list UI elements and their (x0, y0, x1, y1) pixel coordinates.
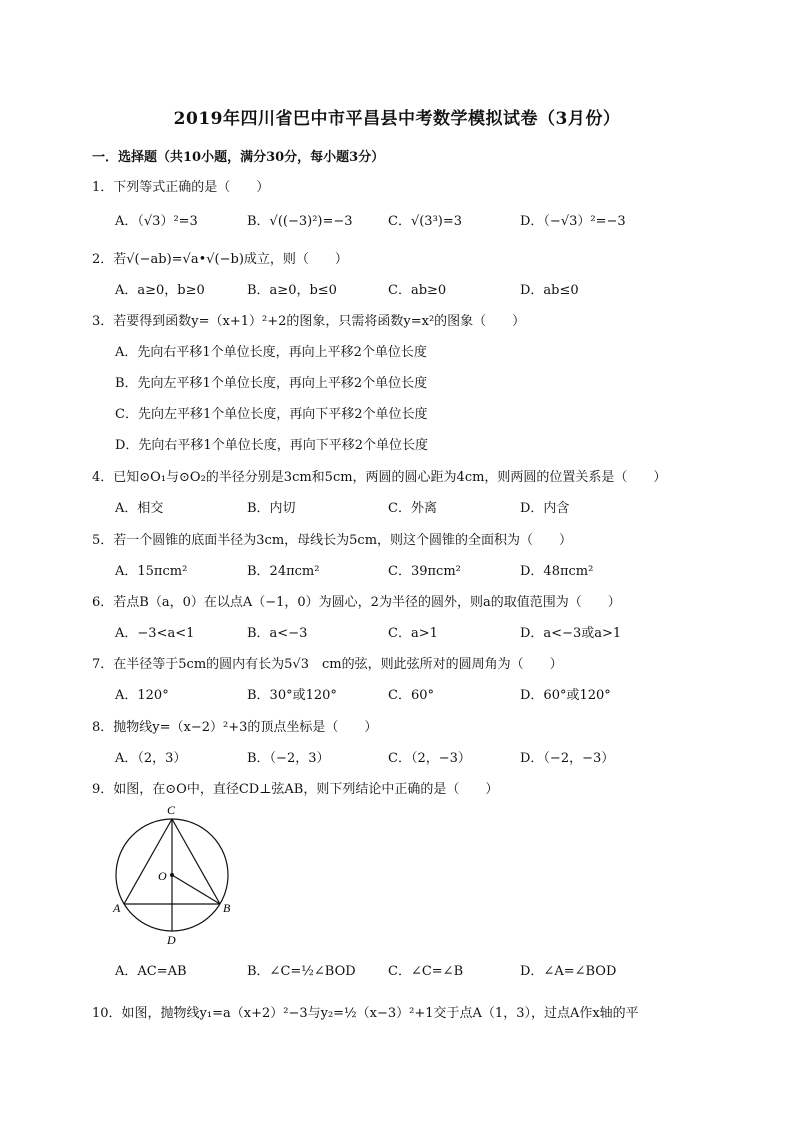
q4-option-c: C．外离 (388, 501, 437, 516)
q5-option-a: A．15πcm² (115, 564, 188, 579)
q5-option-c: C．39πcm² (388, 564, 461, 579)
q5-option-d: D．48πcm² (520, 564, 594, 579)
q3-option-d: D．先向右平移1个单位长度，再向下平移2个单位长度 (115, 438, 428, 453)
q7-option-d: D．60°或120° (520, 688, 611, 703)
q3-option-b: B．先向左平移1个单位长度，再向上平移2个单位长度 (115, 376, 428, 391)
q6-option-b: B．a<−3 (247, 626, 308, 641)
q6-option-c: C．a>1 (388, 626, 438, 641)
q4-option-a: A．相交 (115, 501, 164, 516)
q3-option-c: C．先向左平移1个单位长度，再向下平移2个单位长度 (115, 407, 428, 422)
q7-option-b: B．30°或120° (247, 688, 337, 703)
q1-option-c: C．√(3³)=3 (388, 214, 463, 229)
q2-option-b: B．a≥0，b≤0 (247, 283, 337, 298)
label-b: B (223, 901, 231, 915)
q8-option-d: D．（−2，−3） (520, 751, 615, 766)
center-dot (170, 873, 174, 877)
q1-option-b: B．√((−3)²)=−3 (247, 214, 353, 229)
q8-option-a: A．（2，3） (115, 751, 187, 766)
q9-option-d: D．∠A=∠BOD (520, 964, 617, 979)
q4-option-d: D．内含 (520, 501, 570, 516)
q7-option-c: C．60° (388, 688, 434, 703)
q1-option-a: A．（√3）²=3 (115, 214, 198, 229)
question-8-stem: 8．抛物线y=（x−2）²+3的顶点坐标是（ ） (92, 720, 378, 735)
circle-diagram-figure (104, 800, 244, 950)
q6-option-a: A．−3<a<1 (115, 626, 195, 641)
question-6-stem: 6．若点B（a，0）在以点A（−1，0）为圆心，2为半径的圆外，则a的取值范围为（ ） (92, 595, 621, 610)
q6-option-d: D．a<−3或a>1 (520, 626, 622, 641)
q2-option-a: A．a≥0，b≥0 (115, 283, 205, 298)
q8-option-b: B．（−2，3） (247, 751, 330, 766)
question-7-stem: 7．在半径等于5cm的圆内有长为5√3 cm的弦，则此弦所对的圆周角为（ ） (92, 657, 563, 672)
segment-ca (124, 819, 172, 904)
segment-ob (172, 875, 220, 904)
question-3-stem: 3．若要得到函数y=（x+1）²+2的图象，只需将函数y=x²的图象（ ） (92, 314, 526, 329)
q9-option-b: B．∠C=½∠BOD (247, 964, 356, 979)
label-c: C (167, 803, 176, 817)
label-a: A (113, 901, 121, 915)
q2-option-d: D．ab≤0 (520, 283, 579, 298)
label-o: O (158, 869, 167, 883)
q3-option-a: A．先向右平移1个单位长度，再向上平移2个单位长度 (115, 345, 427, 360)
exam-title: 2019年四川省巴中市平昌县中考数学模拟试卷（3月份） (173, 109, 621, 129)
question-2-stem: 2．若√(−ab)=√a•√(−b)成立，则（ ） (92, 252, 348, 267)
section-heading: 一．选择题（共10小题，满分30分，每小题3分） (92, 150, 385, 165)
q1-option-d: D．（−√3）²=−3 (520, 214, 626, 229)
label-d: D (167, 933, 176, 947)
question-4-stem: 4．已知⊙O₁与⊙O₂的半径分别是3cm和5cm，两圆的圆心距为4cm，则两圆的位置关系是（ ） (92, 470, 667, 485)
q4-option-b: B．内切 (247, 501, 296, 516)
q9-option-a: A．AC=AB (115, 964, 187, 979)
question-1-stem: 1．下列等式正确的是（ ） (92, 180, 270, 195)
q5-option-b: B．24πcm² (247, 564, 320, 579)
question-5-stem: 5．若一个圆锥的底面半径为3cm，母线长为5cm，则这个圆锥的全面积为（ ） (92, 533, 573, 548)
q9-option-c: C．∠C=∠B (388, 964, 464, 979)
q2-option-c: C．ab≥0 (388, 283, 447, 298)
question-9-stem: 9．如图，在⊙O中，直径CD⊥弦AB，则下列结论中正确的是（ ） (92, 782, 499, 797)
segment-cb (172, 819, 220, 904)
question-10-stem: 10．如图，抛物线y₁=a（x+2）²−3与y₂=½（x−3）²+1交于点A（1，3），过点A作x轴的平 (92, 1006, 639, 1021)
q7-option-a: A．120° (115, 688, 169, 703)
q8-option-c: C．（2，−3） (388, 751, 471, 766)
